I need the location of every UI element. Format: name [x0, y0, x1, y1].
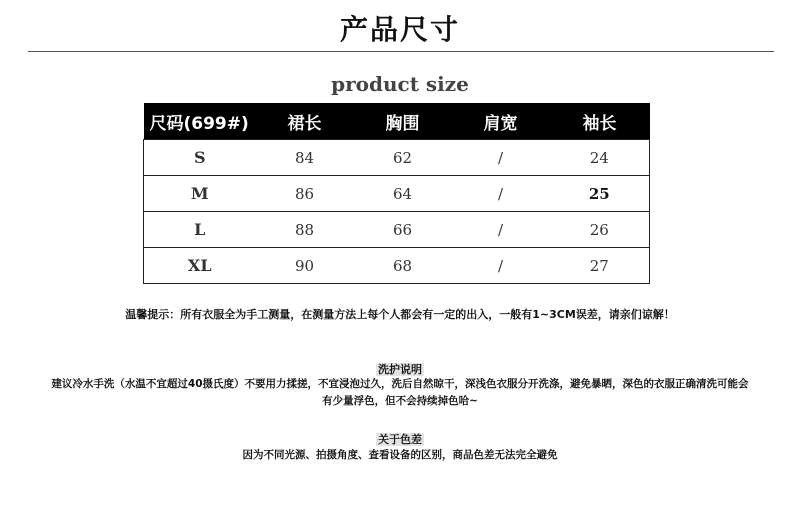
- care-title: [0, 361, 800, 377]
- size-cell: L: [144, 212, 256, 248]
- table-cell: 88: [256, 212, 354, 248]
- table-cell: 26: [550, 212, 650, 248]
- color-diff-title: [0, 431, 800, 447]
- column-header-size: 尺码(699#): [144, 103, 256, 140]
- table-cell: 27: [550, 248, 650, 284]
- title-divider: [28, 51, 774, 52]
- table-cell: /: [452, 212, 550, 248]
- table-cell: 62: [354, 140, 452, 176]
- care-line-1: 建议冷水手洗（水温不宜超过40摄氏度）不要用力揉搓，不宜浸泡过久，洗后自然晾干，深浅色衣服分开洗涤，避免暴晒，深色的衣服正确清洗可能会: [51, 378, 749, 390]
- table-cell: 68: [354, 248, 452, 284]
- table-cell: 86: [256, 176, 354, 212]
- care-title-label: 洗护说明: [378, 363, 422, 376]
- table-row: [144, 176, 650, 212]
- table-row: [144, 248, 650, 284]
- table-row: [144, 140, 650, 176]
- size-table: [143, 103, 650, 284]
- color-diff-body: 因为不同光源、拍摄角度、查看设备的区别，商品色差无法完全避免: [242, 449, 558, 461]
- table-cell: /: [452, 248, 550, 284]
- table-row: [144, 212, 650, 248]
- table-cell: 84: [256, 140, 354, 176]
- table-header-row: [144, 103, 650, 140]
- table-cell: /: [452, 140, 550, 176]
- table-cell: 24: [550, 140, 650, 176]
- measurement-note: 温馨提示：所有衣服全为手工测量，在测量方法上每个人都会有一定的出入，一般有1~3CM误差，请亲们谅解！: [125, 308, 675, 321]
- table-cell: 64: [354, 176, 452, 212]
- table-cell: /: [452, 176, 550, 212]
- size-cell: M: [144, 176, 256, 212]
- page-subtitle: product size: [331, 72, 469, 96]
- column-header-sleeve: 袖长: [550, 103, 650, 140]
- size-cell: S: [144, 140, 256, 176]
- column-header-bust: 胸围: [354, 103, 452, 140]
- table-cell: 66: [354, 212, 452, 248]
- table-cell: 25: [550, 176, 650, 212]
- color-diff-title-label: 关于色差: [378, 433, 422, 446]
- column-header-dress-length: 裙长: [256, 103, 354, 140]
- care-line-2: 有少量浮色，但不会持续掉色哈~: [322, 395, 478, 407]
- care-instructions: [10, 376, 790, 410]
- page-title: 产品尺寸: [339, 13, 460, 46]
- table-cell: 90: [256, 248, 354, 284]
- column-header-shoulder: 肩宽: [452, 103, 550, 140]
- size-cell: XL: [144, 248, 256, 284]
